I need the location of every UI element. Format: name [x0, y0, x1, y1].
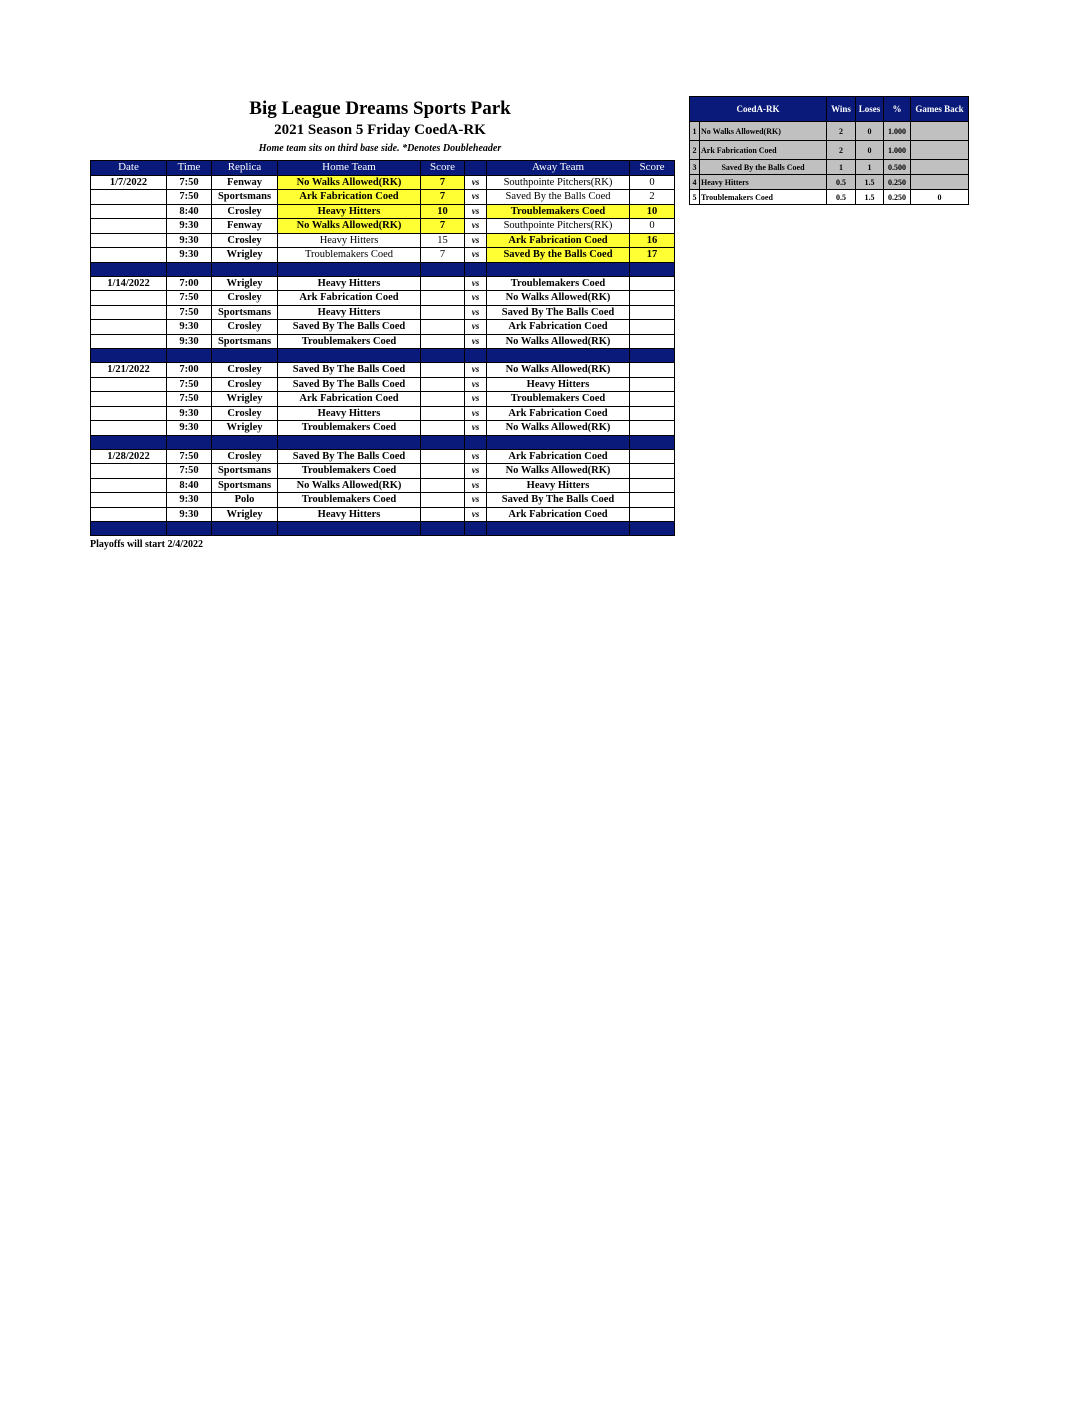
- week-separator: [91, 435, 675, 449]
- game-row: [91, 421, 675, 436]
- vs-label: vs: [465, 305, 487, 320]
- home-score: 15: [421, 233, 465, 248]
- home-team: Ark Fabrication Coed: [278, 291, 421, 306]
- standings-team: No Walks Allowed(RK): [700, 122, 827, 141]
- game-field: Fenway: [212, 219, 278, 234]
- game-row: [91, 233, 675, 248]
- game-field: Crosley: [212, 363, 278, 378]
- away-score: 16: [630, 233, 675, 248]
- game-row: [91, 305, 675, 320]
- home-score: [421, 276, 465, 291]
- standings-header-wins: Wins: [827, 97, 856, 122]
- vs-label: vs: [465, 204, 487, 219]
- away-team: Saved By The Balls Coed: [487, 305, 630, 320]
- game-field: Crosley: [212, 377, 278, 392]
- game-date: [91, 233, 167, 248]
- standings-rank: 3: [690, 160, 700, 175]
- standings-games-back: 0: [911, 190, 969, 205]
- standings-header-pct: %: [884, 97, 911, 122]
- standings-pct: 1.000: [884, 141, 911, 160]
- separator-cell: [421, 522, 465, 536]
- vs-label: vs: [465, 464, 487, 479]
- game-date: [91, 493, 167, 508]
- schedule-header-row: [91, 161, 675, 176]
- game-field: Crosley: [212, 204, 278, 219]
- separator-cell: [167, 349, 212, 363]
- game-row: [91, 363, 675, 378]
- game-row: [91, 276, 675, 291]
- away-score: [630, 478, 675, 493]
- away-score: [630, 377, 675, 392]
- vs-label: vs: [465, 320, 487, 335]
- away-team: No Walks Allowed(RK): [487, 291, 630, 306]
- column-header-time: Time: [167, 161, 212, 176]
- game-date: [91, 464, 167, 479]
- away-score: 2: [630, 190, 675, 205]
- away-score: 0: [630, 219, 675, 234]
- away-team: Troublemakers Coed: [487, 392, 630, 407]
- game-field: Crosley: [212, 320, 278, 335]
- game-field: Wrigley: [212, 507, 278, 522]
- home-score: 7: [421, 248, 465, 263]
- standings-body: [690, 122, 969, 205]
- away-team: Heavy Hitters: [487, 377, 630, 392]
- away-score: [630, 449, 675, 464]
- away-score: [630, 421, 675, 436]
- away-team: Southpointe Pitchers(RK): [487, 219, 630, 234]
- separator-cell: [421, 262, 465, 276]
- home-score: [421, 478, 465, 493]
- game-row: [91, 334, 675, 349]
- away-team: No Walks Allowed(RK): [487, 334, 630, 349]
- vs-label: vs: [465, 493, 487, 508]
- game-date: [91, 377, 167, 392]
- home-team: Troublemakers Coed: [278, 421, 421, 436]
- game-field: Crosley: [212, 406, 278, 421]
- vs-label: vs: [465, 175, 487, 190]
- separator-cell: [421, 349, 465, 363]
- column-header-replica: Replica: [212, 161, 278, 176]
- away-team: No Walks Allowed(RK): [487, 464, 630, 479]
- separator-cell: [212, 262, 278, 276]
- game-field: Sportsmans: [212, 305, 278, 320]
- home-score: [421, 464, 465, 479]
- vs-label: vs: [465, 291, 487, 306]
- separator-cell: [421, 435, 465, 449]
- home-team: Ark Fabrication Coed: [278, 190, 421, 205]
- game-date: 1/14/2022: [91, 276, 167, 291]
- game-time: 9:30: [167, 233, 212, 248]
- game-time: 9:30: [167, 421, 212, 436]
- game-date: [91, 478, 167, 493]
- game-field: Wrigley: [212, 276, 278, 291]
- home-team: Heavy Hitters: [278, 305, 421, 320]
- home-score: [421, 392, 465, 407]
- home-score: 7: [421, 175, 465, 190]
- game-field: Sportsmans: [212, 190, 278, 205]
- away-score: [630, 334, 675, 349]
- game-time: 7:50: [167, 305, 212, 320]
- standings-loses: 0: [856, 141, 884, 160]
- separator-cell: [91, 435, 167, 449]
- game-field: Polo: [212, 493, 278, 508]
- home-team: Troublemakers Coed: [278, 464, 421, 479]
- home-team: Heavy Hitters: [278, 406, 421, 421]
- home-score: [421, 305, 465, 320]
- away-team: Ark Fabrication Coed: [487, 507, 630, 522]
- column-header-away-team: Away Team: [487, 161, 630, 176]
- game-field: Crosley: [212, 233, 278, 248]
- game-field: Crosley: [212, 291, 278, 306]
- standings-row: [690, 122, 969, 141]
- schedule-table: [90, 160, 675, 536]
- separator-cell: [465, 262, 487, 276]
- home-team: No Walks Allowed(RK): [278, 478, 421, 493]
- game-date: [91, 507, 167, 522]
- away-team: Ark Fabrication Coed: [487, 406, 630, 421]
- game-time: 7:50: [167, 291, 212, 306]
- away-score: [630, 392, 675, 407]
- game-date: [91, 334, 167, 349]
- vs-label: vs: [465, 478, 487, 493]
- separator-cell: [212, 522, 278, 536]
- column-header-date: Date: [91, 161, 167, 176]
- away-score: [630, 507, 675, 522]
- game-time: 7:50: [167, 449, 212, 464]
- standings-team: Ark Fabrication Coed: [700, 141, 827, 160]
- game-time: 7:50: [167, 175, 212, 190]
- page-subtitle: 2021 Season 5 Friday CoedA-RK: [274, 122, 486, 138]
- standings-pct: 0.250: [884, 175, 911, 190]
- separator-cell: [212, 349, 278, 363]
- standings-header-division: CoedA-RK: [690, 97, 827, 122]
- away-team: Ark Fabrication Coed: [487, 449, 630, 464]
- schedule-body: [91, 175, 675, 536]
- game-time: 9:30: [167, 493, 212, 508]
- home-team: Saved By The Balls Coed: [278, 449, 421, 464]
- vs-label: vs: [465, 406, 487, 421]
- home-score: [421, 421, 465, 436]
- separator-cell: [167, 262, 212, 276]
- game-date: [91, 392, 167, 407]
- home-score: [421, 363, 465, 378]
- game-row: [91, 219, 675, 234]
- game-field: Sportsmans: [212, 464, 278, 479]
- standings-loses: 1.5: [856, 190, 884, 205]
- standings-wins: 0.5: [827, 190, 856, 205]
- home-team: Heavy Hitters: [278, 233, 421, 248]
- standings-team: Saved By the Balls Coed: [700, 160, 827, 175]
- standings-games-back: [911, 160, 969, 175]
- game-date: [91, 305, 167, 320]
- separator-cell: [167, 522, 212, 536]
- standings-pct: 1.000: [884, 122, 911, 141]
- separator-cell: [91, 522, 167, 536]
- separator-cell: [487, 262, 630, 276]
- standings-row: [690, 141, 969, 160]
- away-score: 10: [630, 204, 675, 219]
- standings-games-back: [911, 122, 969, 141]
- game-row: [91, 190, 675, 205]
- game-time: 8:40: [167, 204, 212, 219]
- game-date: 1/21/2022: [91, 363, 167, 378]
- away-team: Southpointe Pitchers(RK): [487, 175, 630, 190]
- standings-header-loses: Loses: [856, 97, 884, 122]
- standings-wins: 2: [827, 122, 856, 141]
- away-score: [630, 291, 675, 306]
- home-team: Heavy Hitters: [278, 276, 421, 291]
- game-row: [91, 204, 675, 219]
- game-time: 9:30: [167, 334, 212, 349]
- away-team: Troublemakers Coed: [487, 276, 630, 291]
- game-time: 8:40: [167, 478, 212, 493]
- separator-cell: [487, 522, 630, 536]
- separator-cell: [630, 435, 675, 449]
- home-score: [421, 493, 465, 508]
- standings-loses: 1: [856, 160, 884, 175]
- playoffs-note: Playoffs will start 2/4/2022: [90, 539, 204, 550]
- standings-rank: 4: [690, 175, 700, 190]
- home-score: [421, 377, 465, 392]
- separator-cell: [278, 435, 421, 449]
- game-time: 7:00: [167, 276, 212, 291]
- game-time: 9:30: [167, 320, 212, 335]
- game-row: [91, 406, 675, 421]
- game-row: [91, 493, 675, 508]
- game-time: 9:30: [167, 219, 212, 234]
- vs-label: vs: [465, 363, 487, 378]
- column-header-away-score: Score: [630, 161, 675, 176]
- column-header-home-score: Score: [421, 161, 465, 176]
- home-team: Saved By The Balls Coed: [278, 377, 421, 392]
- away-team: Saved By the Balls Coed: [487, 248, 630, 263]
- standings-row: [690, 190, 969, 205]
- away-team: No Walks Allowed(RK): [487, 421, 630, 436]
- separator-cell: [487, 349, 630, 363]
- game-time: 7:50: [167, 190, 212, 205]
- away-team: Saved By The Balls Coed: [487, 493, 630, 508]
- column-header-vs: [465, 161, 487, 176]
- separator-cell: [212, 435, 278, 449]
- game-date: [91, 248, 167, 263]
- home-score: 10: [421, 204, 465, 219]
- game-row: [91, 507, 675, 522]
- game-time: 7:50: [167, 392, 212, 407]
- game-date: 1/28/2022: [91, 449, 167, 464]
- game-time: 9:30: [167, 248, 212, 263]
- page-title: Big League Dreams Sports Park: [249, 98, 511, 119]
- home-team: Heavy Hitters: [278, 204, 421, 219]
- game-date: [91, 291, 167, 306]
- home-score: [421, 291, 465, 306]
- home-team: Ark Fabrication Coed: [278, 392, 421, 407]
- home-team: Troublemakers Coed: [278, 493, 421, 508]
- game-time: 9:30: [167, 406, 212, 421]
- game-field: Sportsmans: [212, 478, 278, 493]
- away-team: Ark Fabrication Coed: [487, 233, 630, 248]
- separator-cell: [465, 435, 487, 449]
- game-date: [91, 320, 167, 335]
- standings-pct: 0.250: [884, 190, 911, 205]
- game-row: [91, 392, 675, 407]
- game-row: [91, 291, 675, 306]
- home-score: 7: [421, 219, 465, 234]
- home-score: [421, 406, 465, 421]
- standings-loses: 1.5: [856, 175, 884, 190]
- away-score: [630, 406, 675, 421]
- game-date: [91, 219, 167, 234]
- vs-label: vs: [465, 233, 487, 248]
- away-score: [630, 363, 675, 378]
- standings-header-row: [690, 97, 969, 122]
- game-date: [91, 421, 167, 436]
- game-row: [91, 464, 675, 479]
- standings-row: [690, 175, 969, 190]
- vs-label: vs: [465, 276, 487, 291]
- away-team: Heavy Hitters: [487, 478, 630, 493]
- standings-table: [689, 96, 969, 205]
- standings-wins: 1: [827, 160, 856, 175]
- separator-cell: [630, 349, 675, 363]
- vs-label: vs: [465, 392, 487, 407]
- standings-rank: 1: [690, 122, 700, 141]
- standings-rank: 2: [690, 141, 700, 160]
- home-score: [421, 334, 465, 349]
- standings-rank: 5: [690, 190, 700, 205]
- vs-label: vs: [465, 421, 487, 436]
- away-team: Ark Fabrication Coed: [487, 320, 630, 335]
- home-score: 7: [421, 190, 465, 205]
- separator-cell: [465, 522, 487, 536]
- vs-label: vs: [465, 219, 487, 234]
- standings-team: Troublemakers Coed: [700, 190, 827, 205]
- game-date: [91, 190, 167, 205]
- column-header-home-team: Home Team: [278, 161, 421, 176]
- game-field: Wrigley: [212, 392, 278, 407]
- home-score: [421, 507, 465, 522]
- home-team: No Walks Allowed(RK): [278, 175, 421, 190]
- away-score: [630, 305, 675, 320]
- game-row: [91, 248, 675, 263]
- standings-team: Heavy Hitters: [700, 175, 827, 190]
- page-note: Home team sits on third base side. *Denotes Doubleheader: [258, 143, 502, 154]
- separator-cell: [630, 262, 675, 276]
- game-row: [91, 377, 675, 392]
- home-team: Saved By The Balls Coed: [278, 363, 421, 378]
- standings-wins: 0.5: [827, 175, 856, 190]
- home-score: [421, 320, 465, 335]
- vs-label: vs: [465, 334, 487, 349]
- separator-cell: [91, 349, 167, 363]
- game-time: 7:00: [167, 363, 212, 378]
- separator-cell: [278, 262, 421, 276]
- home-team: Heavy Hitters: [278, 507, 421, 522]
- separator-cell: [630, 522, 675, 536]
- away-score: [630, 320, 675, 335]
- away-team: Troublemakers Coed: [487, 204, 630, 219]
- away-score: [630, 464, 675, 479]
- standings-row: [690, 160, 969, 175]
- game-row: [91, 478, 675, 493]
- week-separator: [91, 262, 675, 276]
- game-field: Wrigley: [212, 421, 278, 436]
- standings-games-back: [911, 175, 969, 190]
- separator-cell: [465, 349, 487, 363]
- home-team: Troublemakers Coed: [278, 334, 421, 349]
- away-score: [630, 493, 675, 508]
- game-time: 7:50: [167, 464, 212, 479]
- game-row: [91, 175, 675, 190]
- game-field: Crosley: [212, 449, 278, 464]
- standings-header-games-back: Games Back: [911, 97, 969, 122]
- standings-pct: 0.500: [884, 160, 911, 175]
- home-team: Troublemakers Coed: [278, 248, 421, 263]
- vs-label: vs: [465, 190, 487, 205]
- away-score: 0: [630, 175, 675, 190]
- separator-cell: [278, 349, 421, 363]
- game-time: 9:30: [167, 507, 212, 522]
- game-row: [91, 449, 675, 464]
- standings-loses: 0: [856, 122, 884, 141]
- game-date: [91, 204, 167, 219]
- home-team: Saved By The Balls Coed: [278, 320, 421, 335]
- away-score: [630, 276, 675, 291]
- away-team: Saved By the Balls Coed: [487, 190, 630, 205]
- game-row: [91, 320, 675, 335]
- standings-games-back: [911, 141, 969, 160]
- game-field: Fenway: [212, 175, 278, 190]
- home-team: No Walks Allowed(RK): [278, 219, 421, 234]
- game-date: 1/7/2022: [91, 175, 167, 190]
- game-date: [91, 406, 167, 421]
- away-score: 17: [630, 248, 675, 263]
- standings-wins: 2: [827, 141, 856, 160]
- game-time: 7:50: [167, 377, 212, 392]
- home-score: [421, 449, 465, 464]
- separator-cell: [91, 262, 167, 276]
- separator-cell: [487, 435, 630, 449]
- separator-cell: [167, 435, 212, 449]
- game-field: Sportsmans: [212, 334, 278, 349]
- away-team: No Walks Allowed(RK): [487, 363, 630, 378]
- separator-cell: [278, 522, 421, 536]
- vs-label: vs: [465, 449, 487, 464]
- vs-label: vs: [465, 377, 487, 392]
- vs-label: vs: [465, 248, 487, 263]
- week-separator: [91, 349, 675, 363]
- week-separator: [91, 522, 675, 536]
- vs-label: vs: [465, 507, 487, 522]
- game-field: Wrigley: [212, 248, 278, 263]
